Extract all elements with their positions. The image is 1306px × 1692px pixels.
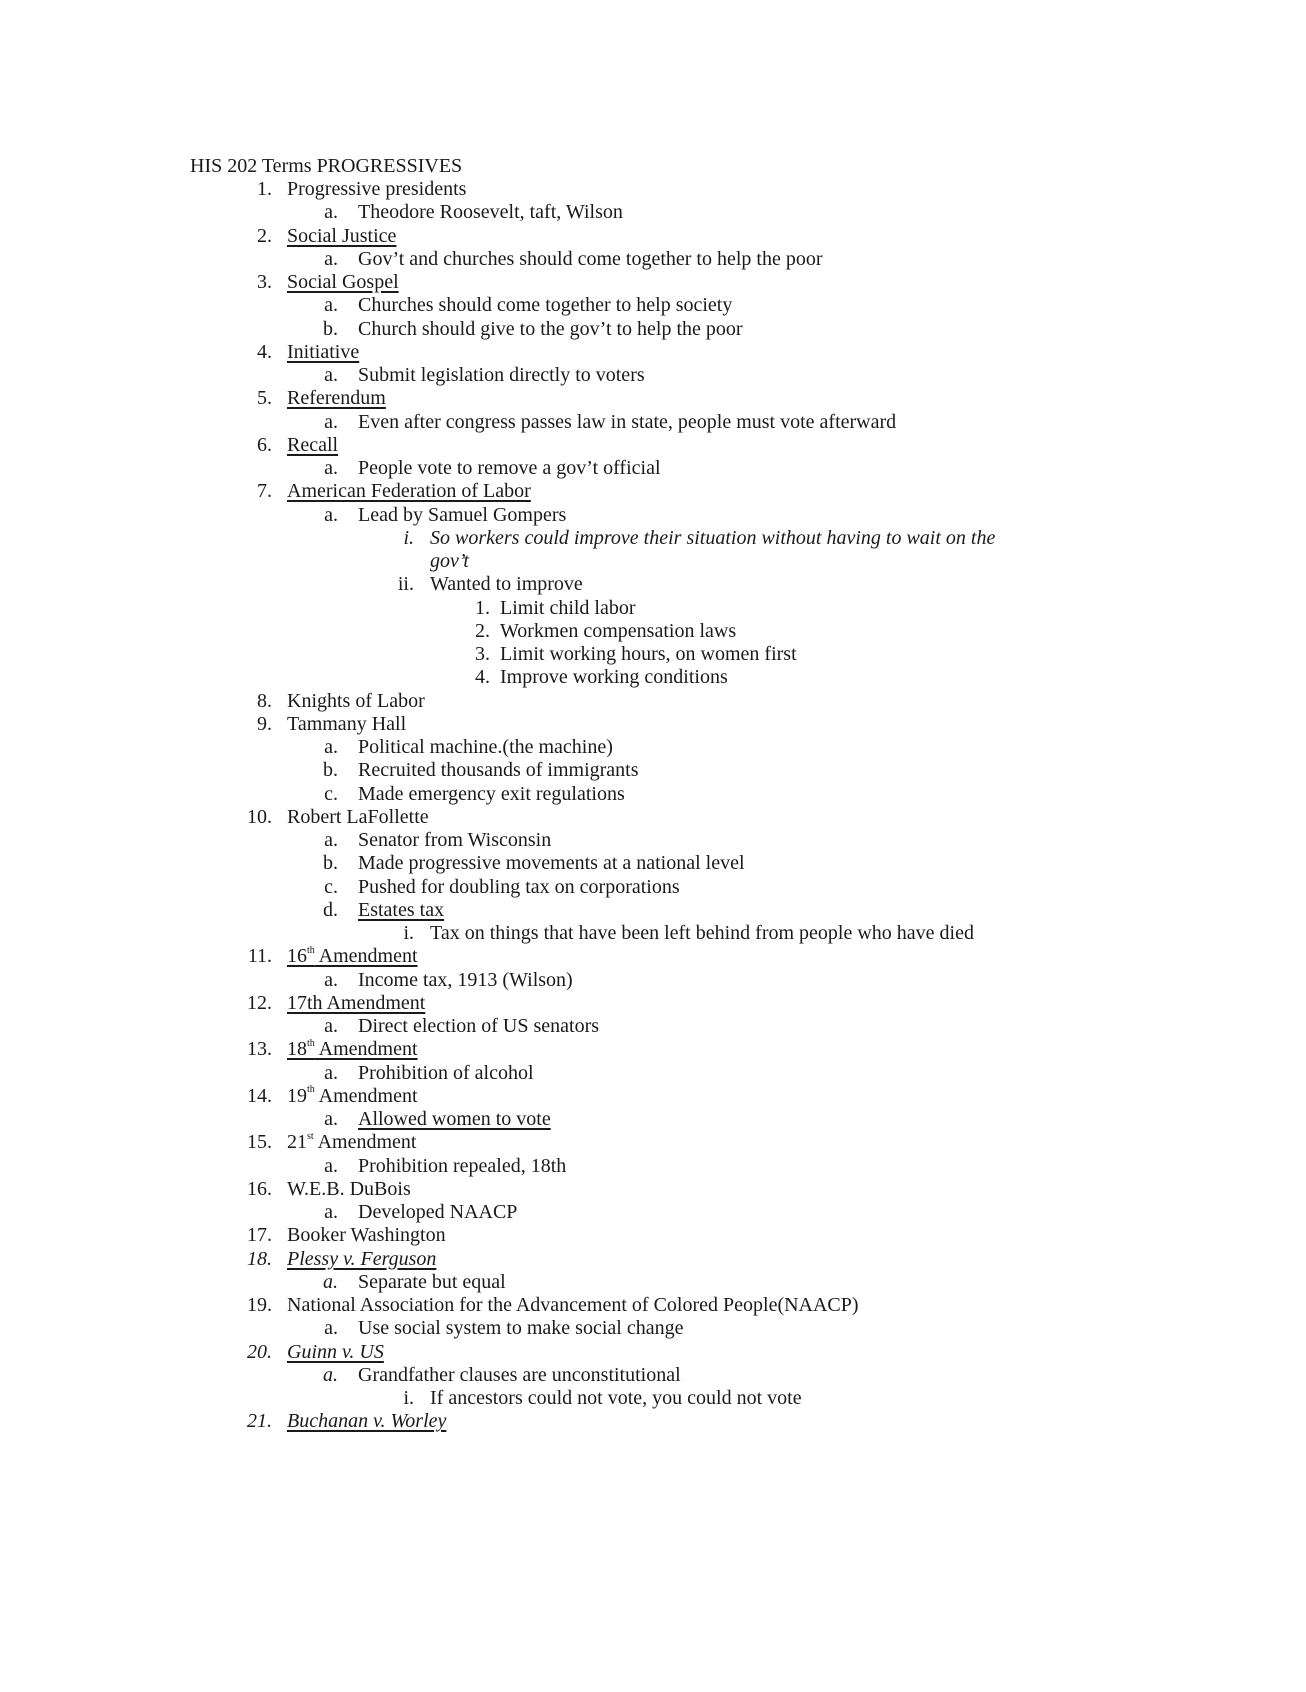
item-text-main: Pushed for doubling tax on corporations [358,875,680,898]
outline-subitem [0,735,1306,759]
list-marker: 6. [257,433,272,456]
outline-item [0,224,1306,248]
item-text-rest: Amendment [314,1038,418,1061]
item-text [358,735,613,759]
list-marker: b. [323,317,338,340]
outline-item [0,1340,1306,1364]
item-text-main: Limit child labor [500,596,636,619]
item-text-main: American Federation of Labor [287,480,531,503]
outline-subitem [0,758,1306,782]
item-text-main: Separate but equal [358,1270,506,1293]
list-marker: c. [324,782,338,805]
outline-item [0,1293,1306,1317]
item-text [287,433,338,457]
list-marker: 21. [247,1410,272,1433]
item-text [287,1037,418,1061]
item-text [287,1177,411,1201]
outline-subitem [0,665,1306,689]
item-text [500,619,736,643]
list-marker: i. [403,526,414,549]
item-text [358,247,823,271]
list-marker: 4. [257,340,272,363]
outline-item [0,340,1306,364]
outline-subitem [0,875,1306,899]
list-marker: 17. [247,1224,272,1247]
list-marker: a. [324,294,338,317]
item-text [358,1270,506,1294]
item-text [358,851,745,875]
item-text [358,1316,683,1340]
item-text-main: Lead by Samuel Gompers [358,503,567,526]
item-text [358,1107,551,1131]
outline-subitem [0,1061,1306,1085]
outline-item [0,1223,1306,1247]
item-text-main: National Association for the Advancement of Colored People(NAACP) [287,1294,859,1316]
outline-subitem [0,317,1306,341]
list-marker: b. [323,759,338,782]
list-marker: 19. [247,1294,272,1316]
outline-item [0,805,1306,829]
outline-subitem [0,968,1306,992]
list-marker: 18. [247,1247,272,1270]
outline-subitem [0,921,1306,945]
item-text [287,689,425,713]
list-marker: 4. [475,666,490,689]
list-marker: i. [403,922,414,944]
list-marker: a. [324,364,338,386]
item-text-main: Limit working hours, on women first [500,643,797,665]
item-text [358,317,743,341]
item-text-main: Prohibition of alcohol [358,1061,534,1084]
list-marker: a. [324,503,338,526]
item-text-main: Plessy v. Ferguson [287,1247,437,1270]
item-text-main: Income tax, 1913 (Wilson) [358,968,573,991]
item-text [287,712,406,736]
item-text-main: 17th Amendment [287,991,426,1014]
item-text [358,968,573,992]
document-title: HIS 202 Terms PROGRESSIVES [190,155,463,177]
item-text [287,1247,436,1271]
item-text-main: Grandfather clauses are unconstitutional [358,1363,681,1386]
item-text [358,875,680,899]
outline-subitem [0,503,1306,527]
outline-item [0,1084,1306,1108]
item-text: So workers could improve their situation without having to wait on the [430,526,996,549]
item-text-main: Made emergency exit regulations [358,782,625,805]
list-marker: a. [324,247,338,270]
item-text-main: Political machine.(the machine) [358,736,613,758]
outline-item [0,433,1306,457]
item-text-main: Estates tax [358,898,445,921]
item-text: gov’t [430,550,469,572]
item-text-main: Recall [287,433,339,456]
item-text [500,596,636,620]
item-text [287,270,399,294]
item-text [287,1084,418,1108]
list-marker: 9. [257,712,272,735]
item-text [358,898,444,922]
item-text-main: 19 [287,1084,307,1107]
list-marker: a. [324,457,338,479]
outline-subitem [0,1386,1306,1410]
list-marker: 3. [257,271,272,293]
item-text [358,200,623,224]
item-text [358,363,645,387]
item-text [287,1409,446,1433]
outline-subitem [0,1014,1306,1038]
item-text-main: Made progressive movements at a national level [358,852,745,875]
list-marker: 20. [247,1340,272,1363]
item-text [287,479,531,503]
item-text [358,456,661,480]
item-text [287,224,396,248]
list-marker: 8. [257,689,272,712]
list-marker: b. [323,852,338,875]
item-text-main: Recruited thousands of immigrants [358,759,639,782]
outline-subitem [0,828,1306,852]
outline-item [0,991,1306,1015]
list-marker: 5. [257,387,272,410]
item-text [358,503,566,527]
list-marker: a. [323,1363,338,1386]
list-marker: 2. [257,224,272,247]
list-marker: a. [323,1270,338,1293]
item-text [358,828,551,852]
item-text [358,758,639,782]
item-text [287,1340,384,1364]
list-marker: 13. [247,1038,272,1061]
list-marker: 15. [247,1131,272,1154]
outline-subitem [0,851,1306,875]
outline-item [0,1130,1306,1154]
list-marker: a. [324,410,338,433]
outline-item [0,1247,1306,1271]
outline-subitem [0,572,1306,596]
outline-subitem [0,898,1306,922]
list-marker: i. [403,1387,414,1409]
item-text-main: Progressive presidents [287,178,467,200]
list-marker: ii. [397,573,414,596]
outline-item [0,689,1306,713]
item-text [358,1061,534,1085]
outline-subitem [0,1107,1306,1131]
outline-subitem [0,642,1306,666]
outline-subitem [0,1154,1306,1178]
item-text-main: Tammany Hall [287,712,407,735]
outline-item [0,1037,1306,1061]
item-text [287,991,425,1015]
outline-item [0,944,1306,968]
item-text-main: Booker Washington [287,1224,446,1247]
item-text-rest: Amendment [313,1131,417,1154]
item-text [430,921,974,945]
outline-subitem [0,549,1306,573]
outline-subitem [0,456,1306,480]
list-marker: 1. [257,178,272,200]
item-text [430,572,583,596]
item-text-main: Robert LaFollette [287,805,429,828]
list-marker: a. [324,1108,338,1130]
item-text-rest: Amendment [314,945,418,968]
item-text-main: Prohibition repealed, 18th [358,1154,567,1177]
list-marker: a. [324,736,338,758]
item-text [358,782,625,806]
list-marker: 2. [475,619,490,642]
list-marker: a. [324,1154,338,1177]
list-marker: 14. [247,1084,272,1107]
list-marker: a. [324,829,338,851]
outline-subitem [0,410,1306,434]
item-text [287,944,418,968]
list-marker: 7. [257,480,272,503]
item-text [358,410,896,434]
item-text [500,642,797,666]
item-text [358,1154,566,1178]
item-text-main: Even after congress passes law in state, people must vote afterward [358,410,897,433]
item-text-main: Allowed women to vote [358,1108,551,1130]
list-marker: 11. [247,945,272,968]
item-text-main: Use social system to make social change [358,1317,684,1340]
item-text [500,665,728,689]
item-text-main: If ancestors could not vote, you could not vote [430,1387,802,1409]
item-text-main: Buchanan v. Worley [287,1410,447,1433]
item-text [287,386,386,410]
item-text-main: Social Justice [287,224,397,247]
item-text-main: Churches should come together to help society [358,294,733,317]
item-text [287,1223,446,1247]
item-text [287,177,466,201]
item-text-main: 18 [287,1038,307,1061]
item-text [358,1014,599,1038]
list-marker: a. [324,1201,338,1223]
item-text-main: Tax on things that have been left behind from people who have died [430,922,974,944]
outline-subitem [0,1270,1306,1294]
item-text-main: 21 [287,1131,307,1154]
item-text-main: Submit legislation directly to voters [358,364,645,386]
item-text [287,805,429,829]
outline-subitem [0,1316,1306,1340]
item-text-main: Developed NAACP [358,1201,518,1223]
list-marker: 16. [247,1177,272,1200]
outline-subitem [0,200,1306,224]
list-marker: 3. [475,643,490,665]
outline-subitem [0,293,1306,317]
item-text [358,1363,681,1387]
list-marker: 12. [247,991,272,1014]
list-marker: 1. [475,596,490,619]
item-text-main: Knights of Labor [287,689,425,712]
outline-subitem [0,1200,1306,1224]
outline-item [0,386,1306,410]
item-text-main: 16 [287,945,307,968]
outline-subitem [0,1363,1306,1387]
list-marker: a. [324,1061,338,1084]
outline-item [0,1177,1306,1201]
list-marker: c. [324,875,338,898]
list-marker: 10. [247,805,272,828]
outline-subitem [0,619,1306,643]
outline-item [0,177,1306,201]
item-text-main: Improve working conditions [500,666,728,689]
item-text [287,340,359,364]
item-text-rest: Amendment [314,1084,418,1107]
item-text-main: Social Gospel [287,271,399,293]
list-marker: d. [323,898,338,921]
list-marker: a. [324,968,338,991]
item-text [287,1293,859,1317]
item-text-main: W.E.B. DuBois [287,1177,411,1200]
item-text-main: Church should give to the gov’t to help the poor [358,317,743,340]
outline-subitem [0,782,1306,806]
list-marker: a. [324,201,338,224]
item-text-main: Workmen compensation laws [500,619,737,642]
outline-item [0,479,1306,503]
ordinal-suffix: th [307,944,315,956]
outline-item [0,1409,1306,1433]
outline-subitem [0,363,1306,387]
outline-subitem [0,596,1306,620]
ordinal-suffix: th [307,1037,315,1049]
item-text-main: Wanted to improve [430,573,583,596]
item-text [358,293,732,317]
ordinal-suffix: th [307,1084,315,1096]
item-text [430,1386,802,1410]
item-text-main: Initiative [287,340,360,363]
item-text-main: Senator from Wisconsin [358,829,552,851]
item-text-main: Referendum [287,387,386,410]
outline-subitem [0,247,1306,271]
ordinal-suffix: st [307,1130,314,1142]
outline-subitem [0,526,1306,550]
item-text-main: People vote to remove a gov’t official [358,457,661,479]
item-text [358,1200,517,1224]
outline-item [0,270,1306,294]
list-marker: a. [324,1317,338,1340]
item-text [287,1130,416,1154]
item-text-main: Theodore Roosevelt, taft, Wilson [358,201,623,224]
item-text-main: Direct election of US senators [358,1015,600,1037]
item-text-main: Gov’t and churches should come together to help the poor [358,247,823,270]
list-marker: a. [324,1015,338,1037]
item-text-main: Guinn v. US [287,1340,384,1363]
outline-item [0,712,1306,736]
